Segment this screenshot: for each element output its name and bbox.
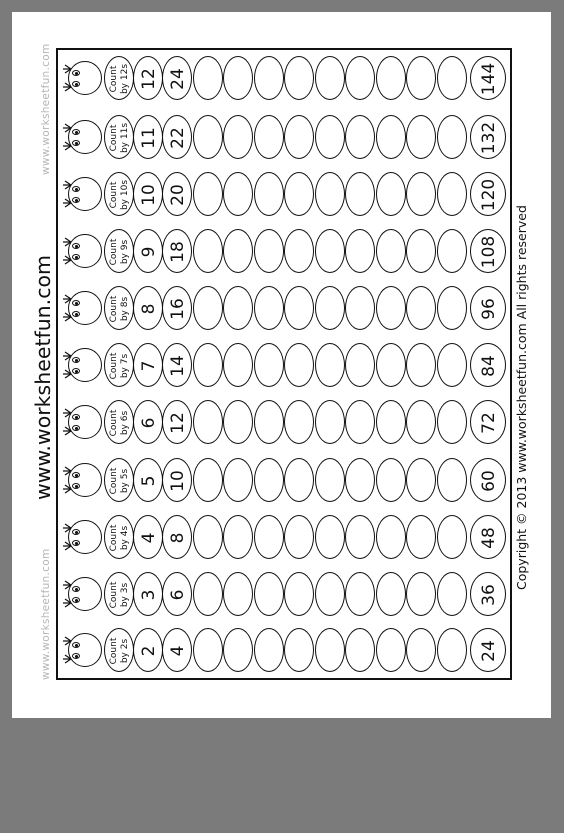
eye-icon — [72, 140, 80, 146]
number-segment — [133, 229, 163, 273]
segment-number: 132 — [479, 121, 499, 155]
blank-answer-segment[interactable] — [223, 229, 253, 273]
last-number-segment — [470, 400, 506, 444]
number-segment — [133, 286, 163, 330]
blank-answer-segment[interactable] — [345, 56, 375, 100]
blank-answer-segment[interactable] — [345, 458, 375, 502]
count-word: Count — [109, 238, 119, 266]
blank-answer-segment[interactable] — [345, 172, 375, 216]
watermark-bottom: www.worksheetfun.com — [40, 548, 52, 680]
count-word: Count — [109, 65, 119, 93]
blank-answer-segment[interactable] — [284, 115, 314, 159]
caterpillar-row — [0, 570, 564, 618]
eye-icon — [72, 254, 80, 260]
segment-number: 3 — [139, 589, 159, 601]
blank-answer-segment[interactable] — [406, 229, 436, 273]
number-segment — [162, 458, 192, 502]
caterpillar-row — [0, 284, 564, 332]
segment-number: 144 — [479, 62, 499, 96]
segment-number: 11 — [139, 127, 159, 149]
blank-answer-segment[interactable] — [223, 458, 253, 502]
blank-answer-segment[interactable] — [315, 286, 345, 330]
last-number-segment — [470, 628, 506, 672]
count-by-label: by 4s — [120, 525, 130, 551]
blank-answer-segment[interactable] — [193, 515, 223, 559]
number-segment — [133, 572, 163, 616]
blank-answer-segment[interactable] — [437, 56, 467, 100]
blank-answer-segment[interactable] — [345, 628, 375, 672]
blank-answer-segment[interactable] — [284, 628, 314, 672]
blank-answer-segment[interactable] — [315, 115, 345, 159]
blank-answer-segment[interactable] — [254, 286, 284, 330]
last-number-segment — [470, 458, 506, 502]
blank-answer-segment[interactable] — [223, 572, 253, 616]
caterpillar-row — [0, 113, 564, 161]
segment-number: 18 — [168, 241, 188, 263]
number-segment — [162, 343, 192, 387]
blank-answer-segment[interactable] — [284, 229, 314, 273]
last-number-segment — [470, 115, 506, 159]
eye-icon — [72, 642, 80, 648]
blank-answer-segment[interactable] — [223, 515, 253, 559]
eye-icon — [72, 483, 80, 489]
blank-answer-segment[interactable] — [376, 400, 406, 444]
blank-answer-segment[interactable] — [345, 229, 375, 273]
caterpillar-head-icon — [68, 520, 102, 554]
count-word: Count — [109, 181, 119, 209]
number-segment — [162, 400, 192, 444]
blank-answer-segment[interactable] — [376, 628, 406, 672]
blank-answer-segment[interactable] — [315, 515, 345, 559]
caterpillar-row — [0, 398, 564, 446]
eye-icon — [72, 586, 80, 592]
caterpillar-head-icon — [68, 405, 102, 439]
segment-number: 8 — [168, 532, 188, 544]
count-by-label: by 8s — [120, 296, 130, 322]
blank-answer-segment[interactable] — [437, 628, 467, 672]
count-label — [105, 516, 135, 560]
blank-answer-segment[interactable] — [406, 172, 436, 216]
count-by-label: by 9s — [120, 239, 130, 265]
number-segment — [162, 56, 192, 100]
number-segment — [133, 458, 163, 502]
number-segment — [162, 572, 192, 616]
segment-number: 120 — [479, 178, 499, 212]
count-by-label: by 2s — [120, 638, 130, 664]
eye-icon — [72, 529, 80, 535]
segment-number: 16 — [168, 298, 188, 320]
blank-answer-segment[interactable] — [406, 115, 436, 159]
blank-answer-segment[interactable] — [376, 572, 406, 616]
count-by-label: by 3s — [120, 582, 130, 608]
segment-number: 36 — [479, 584, 499, 606]
last-number-segment — [470, 229, 506, 273]
blank-answer-segment[interactable] — [376, 56, 406, 100]
blank-answer-segment[interactable] — [284, 458, 314, 502]
blank-answer-segment[interactable] — [284, 572, 314, 616]
count-by-label: by 12s — [120, 63, 130, 95]
segment-number: 4 — [168, 645, 188, 657]
blank-answer-segment[interactable] — [406, 343, 436, 387]
caterpillar-row — [0, 227, 564, 275]
count-by-label: by 6s — [120, 410, 130, 436]
caterpillar-head-icon — [68, 291, 102, 325]
segment-number: 9 — [139, 246, 159, 258]
blank-answer-segment[interactable] — [193, 229, 223, 273]
last-number-segment — [470, 572, 506, 616]
eye-icon — [72, 243, 80, 249]
blank-answer-segment[interactable] — [315, 572, 345, 616]
blank-answer-segment[interactable] — [345, 343, 375, 387]
blank-answer-segment[interactable] — [406, 56, 436, 100]
number-segment — [133, 115, 163, 159]
last-number-segment — [470, 56, 506, 100]
count-label — [105, 344, 135, 388]
count-word: Count — [109, 352, 119, 380]
blank-answer-segment[interactable] — [315, 458, 345, 502]
number-segment — [162, 229, 192, 273]
number-segment — [133, 628, 163, 672]
caterpillar-head-icon — [68, 61, 102, 95]
count-label-segment — [104, 115, 134, 159]
count-word: Count — [109, 467, 119, 495]
blank-answer-segment[interactable] — [406, 572, 436, 616]
count-label-segment — [104, 400, 134, 444]
eye-icon — [72, 70, 80, 76]
segment-number: 14 — [168, 355, 188, 377]
count-label — [105, 573, 135, 617]
eye-icon — [72, 357, 80, 363]
number-segment — [133, 56, 163, 100]
eye-icon — [72, 653, 80, 659]
blank-answer-segment[interactable] — [437, 400, 467, 444]
caterpillar-row — [0, 626, 564, 674]
segment-number: 24 — [168, 68, 188, 90]
segment-number: 108 — [479, 235, 499, 269]
blank-answer-segment[interactable] — [376, 172, 406, 216]
blank-answer-segment[interactable] — [315, 56, 345, 100]
eye-icon — [72, 540, 80, 546]
count-label — [105, 629, 135, 673]
blank-answer-segment[interactable] — [193, 458, 223, 502]
eye-icon — [72, 414, 80, 420]
watermark-top: www.worksheetfun.com — [40, 43, 52, 175]
number-segment — [133, 172, 163, 216]
segment-number: 6 — [139, 417, 159, 429]
eye-icon — [72, 300, 80, 306]
eye-icon — [72, 186, 80, 192]
blank-answer-segment[interactable] — [284, 56, 314, 100]
blank-answer-segment[interactable] — [345, 286, 375, 330]
number-segment — [133, 400, 163, 444]
segment-number: 96 — [479, 298, 499, 320]
last-number-segment — [470, 343, 506, 387]
caterpillar-head-icon — [68, 177, 102, 211]
segment-number: 10 — [139, 184, 159, 206]
segment-number: 24 — [479, 640, 499, 662]
segment-number: 7 — [139, 360, 159, 372]
count-label-segment — [104, 628, 134, 672]
blank-answer-segment[interactable] — [223, 286, 253, 330]
blank-answer-segment[interactable] — [284, 172, 314, 216]
blank-answer-segment[interactable] — [345, 515, 375, 559]
count-by-label: by 5s — [120, 468, 130, 494]
count-label-segment — [104, 172, 134, 216]
blank-answer-segment[interactable] — [193, 628, 223, 672]
blank-answer-segment[interactable] — [345, 400, 375, 444]
caterpillar-head-icon — [68, 120, 102, 154]
blank-answer-segment[interactable] — [254, 115, 284, 159]
count-word: Count — [109, 524, 119, 552]
segment-number: 20 — [168, 184, 188, 206]
eye-icon — [72, 129, 80, 135]
count-label-segment — [104, 572, 134, 616]
blank-answer-segment[interactable] — [376, 515, 406, 559]
caterpillar-row — [0, 456, 564, 504]
count-label — [105, 230, 135, 274]
blank-answer-segment[interactable] — [437, 515, 467, 559]
number-segment — [133, 343, 163, 387]
eye-icon — [72, 597, 80, 603]
segment-number: 12 — [139, 68, 159, 90]
blank-answer-segment[interactable] — [406, 458, 436, 502]
blank-answer-segment[interactable] — [345, 115, 375, 159]
blank-answer-segment[interactable] — [193, 172, 223, 216]
number-segment — [162, 628, 192, 672]
blank-answer-segment[interactable] — [376, 229, 406, 273]
blank-answer-segment[interactable] — [437, 343, 467, 387]
blank-answer-segment[interactable] — [223, 628, 253, 672]
blank-answer-segment[interactable] — [376, 286, 406, 330]
segment-number: 12 — [168, 412, 188, 434]
count-word: Count — [109, 637, 119, 665]
blank-answer-segment[interactable] — [437, 229, 467, 273]
count-word: Count — [109, 295, 119, 323]
caterpillar-head-icon — [68, 348, 102, 382]
last-number-segment — [470, 515, 506, 559]
blank-answer-segment[interactable] — [406, 286, 436, 330]
site-title: www.worksheetfun.com — [31, 255, 55, 500]
count-word: Count — [109, 581, 119, 609]
blank-answer-segment[interactable] — [223, 56, 253, 100]
blank-answer-segment[interactable] — [223, 172, 253, 216]
count-label-segment — [104, 458, 134, 502]
blank-answer-segment[interactable] — [254, 400, 284, 444]
blank-answer-segment[interactable] — [254, 229, 284, 273]
blank-answer-segment[interactable] — [406, 628, 436, 672]
count-word: Count — [109, 124, 119, 152]
blank-answer-segment[interactable] — [345, 572, 375, 616]
caterpillar-row — [0, 54, 564, 102]
blank-answer-segment[interactable] — [193, 400, 223, 444]
caterpillar-head-icon — [68, 234, 102, 268]
segment-number: 4 — [139, 532, 159, 544]
segment-number: 60 — [479, 470, 499, 492]
blank-answer-segment[interactable] — [406, 515, 436, 559]
eye-icon — [72, 311, 80, 317]
count-word: Count — [109, 409, 119, 437]
number-segment — [133, 515, 163, 559]
blank-answer-segment[interactable] — [376, 115, 406, 159]
last-number-segment — [470, 172, 506, 216]
blank-answer-segment[interactable] — [406, 400, 436, 444]
eye-icon — [72, 425, 80, 431]
eye-icon — [72, 368, 80, 374]
caterpillar-row — [0, 170, 564, 218]
blank-answer-segment[interactable] — [223, 115, 253, 159]
blank-answer-segment[interactable] — [254, 172, 284, 216]
blank-answer-segment[interactable] — [437, 115, 467, 159]
count-label-segment — [104, 229, 134, 273]
caterpillar-row — [0, 341, 564, 389]
caterpillar-row — [0, 513, 564, 561]
blank-answer-segment[interactable] — [254, 56, 284, 100]
blank-answer-segment[interactable] — [284, 286, 314, 330]
count-label — [105, 459, 135, 503]
count-by-label: by 7s — [120, 353, 130, 379]
count-by-label: by 11s — [120, 122, 130, 154]
segment-number: 22 — [168, 127, 188, 149]
blank-answer-segment[interactable] — [437, 172, 467, 216]
blank-answer-segment[interactable] — [376, 458, 406, 502]
blank-answer-segment[interactable] — [315, 172, 345, 216]
blank-answer-segment[interactable] — [284, 343, 314, 387]
blank-answer-segment[interactable] — [223, 343, 253, 387]
blank-answer-segment[interactable] — [254, 572, 284, 616]
segment-number: 5 — [139, 475, 159, 487]
segment-number: 2 — [139, 645, 159, 657]
eye-icon — [72, 472, 80, 478]
count-label-segment — [104, 56, 134, 100]
count-label — [105, 173, 135, 217]
eye-icon — [72, 81, 80, 87]
segment-number: 48 — [479, 527, 499, 549]
blank-answer-segment[interactable] — [193, 56, 223, 100]
blank-answer-segment[interactable] — [284, 400, 314, 444]
segment-number: 72 — [479, 412, 499, 434]
last-number-segment — [470, 286, 506, 330]
caterpillar-head-icon — [68, 633, 102, 667]
blank-answer-segment[interactable] — [284, 515, 314, 559]
blank-answer-segment[interactable] — [254, 515, 284, 559]
segment-number: 6 — [168, 589, 188, 601]
count-label-segment — [104, 515, 134, 559]
blank-answer-segment[interactable] — [437, 286, 467, 330]
number-segment — [162, 115, 192, 159]
caterpillar-head-icon — [68, 577, 102, 611]
blank-answer-segment[interactable] — [223, 400, 253, 444]
blank-answer-segment[interactable] — [193, 343, 223, 387]
blank-answer-segment[interactable] — [315, 229, 345, 273]
count-label-segment — [104, 286, 134, 330]
caterpillar-head-icon — [68, 463, 102, 497]
count-label — [105, 287, 135, 331]
blank-answer-segment[interactable] — [254, 458, 284, 502]
count-by-label: by 10s — [120, 179, 130, 211]
count-label — [105, 116, 135, 160]
blank-answer-segment[interactable] — [254, 343, 284, 387]
count-label — [105, 57, 135, 101]
count-label-segment — [104, 343, 134, 387]
blank-answer-segment[interactable] — [315, 400, 345, 444]
blank-answer-segment[interactable] — [193, 115, 223, 159]
blank-answer-segment[interactable] — [376, 343, 406, 387]
blank-answer-segment[interactable] — [315, 343, 345, 387]
blank-answer-segment[interactable] — [437, 572, 467, 616]
copyright-notice: Copyright © 2013 www.worksheetfun.com All rights reserved — [514, 205, 529, 590]
blank-answer-segment[interactable] — [254, 628, 284, 672]
blank-answer-segment[interactable] — [315, 628, 345, 672]
number-segment — [162, 286, 192, 330]
segment-number: 84 — [479, 355, 499, 377]
number-segment — [162, 515, 192, 559]
number-segment — [162, 172, 192, 216]
count-label — [105, 401, 135, 445]
blank-answer-segment[interactable] — [193, 286, 223, 330]
segment-number: 10 — [168, 470, 188, 492]
blank-answer-segment[interactable] — [437, 458, 467, 502]
blank-answer-segment[interactable] — [193, 572, 223, 616]
segment-number: 8 — [139, 303, 159, 315]
eye-icon — [72, 197, 80, 203]
